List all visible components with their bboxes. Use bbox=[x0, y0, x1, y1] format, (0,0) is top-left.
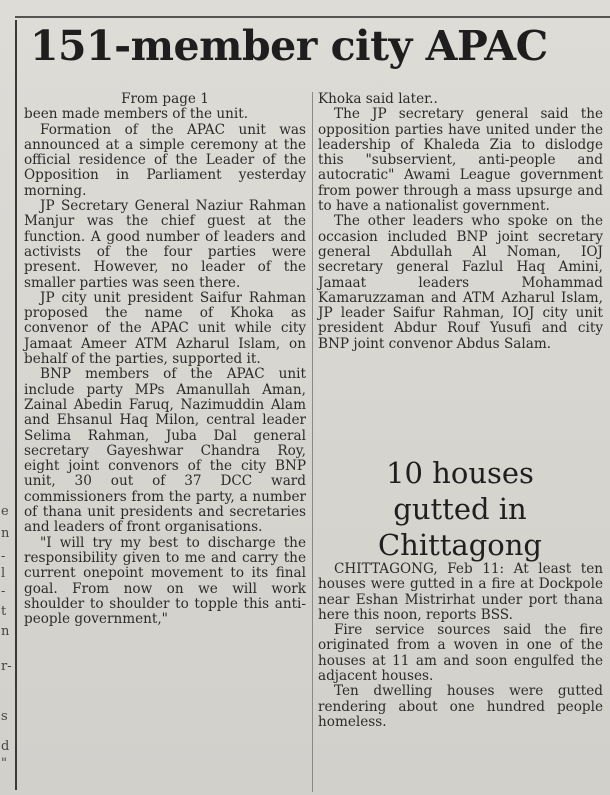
left-article-column bbox=[24, 92, 306, 627]
center-column-rule bbox=[312, 92, 313, 792]
article-paragraph: Fire service sources said the fire originated from a woven in one of the houses at 11 am and soon engulfed the adjacent houses. bbox=[318, 622, 603, 685]
margin-fragment: n bbox=[1, 624, 10, 639]
margin-fragment: s bbox=[1, 709, 8, 724]
left-margin-fragments bbox=[0, 0, 14, 795]
article-paragraph: The JP secretary general said the opposition parties have united under the leadership of Khaleda Zia to dislodge this "subservient, anti-people and autocratic" Awami League government from power through a mass upsurge and to have a nationalist government. bbox=[318, 106, 603, 215]
margin-fragment: " bbox=[1, 756, 7, 771]
margin-fragment: l bbox=[1, 566, 6, 581]
margin-fragment: n bbox=[1, 526, 10, 541]
headline-line: gutted in bbox=[393, 492, 527, 526]
article-paragraph: JP Secretary General Naziur Rahman Manjur was the chief guest at the function. A good number of leaders and activists of the four parties were present. However, no leader of the smaller parties was seen there. bbox=[24, 198, 306, 291]
article-paragraph: Formation of the APAC unit was announced at a simple ceremony at the official residence of the Leader of the Opposition in Parliament yesterday morning. bbox=[24, 121, 306, 199]
headline-line: Chittagong bbox=[377, 528, 542, 562]
article-paragraph: JP city unit president Saifur Rahman proposed the name of Khoka as convenor of the APAC unit while city Jamaat Ameer ATM Azharul Islam, on behalf of the parties, supported it. bbox=[24, 289, 306, 368]
top-rule bbox=[15, 16, 610, 18]
right-article-column bbox=[318, 92, 603, 352]
article-paragraph: The other leaders who spoke on the occasion included BNP joint secretary general Abdullah Al Noman, IOJ secretary general Fazlul Haq Amini, Jamaat leaders Mohammad Kamaruzzaman and ATM Azharul Islam, JP leader Saifur Rahman, IOJ city unit president Abdur Rouf Yusufi and city BNP joint convenor Abdus Salam. bbox=[318, 213, 603, 352]
second-story-body bbox=[318, 562, 603, 730]
margin-fragment: - bbox=[1, 584, 6, 599]
margin-fragment: t bbox=[1, 604, 7, 619]
article-paragraph: Khoka said later.. bbox=[318, 91, 438, 107]
headline-line: 10 houses bbox=[386, 456, 534, 490]
margin-fragment: d bbox=[1, 739, 10, 754]
second-story-headline bbox=[320, 455, 600, 563]
left-column-rule bbox=[15, 20, 17, 790]
article-paragraph: CHITTAGONG, Feb 11: At least ten houses were gutted in a fire at Dockpole near Eshan Mistrirhat under port thana here this noon, reports BSS. bbox=[318, 561, 603, 623]
article-paragraph: "I will try my best to discharge the responsibility given to me and carry the current onepoint movement to its final goal. From now on we will work shoulder to shoulder to topple this anti-people government," bbox=[24, 534, 306, 628]
main-headline: 151-member city APAC bbox=[30, 22, 548, 70]
from-page-label: From page 1 bbox=[121, 91, 209, 107]
margin-fragment: e bbox=[1, 504, 9, 519]
article-paragraph: Ten dwelling houses were gutted rendering about one hundred people homeless. bbox=[318, 683, 603, 730]
article-paragraph: BNP members of the APAC unit include party MPs Amanullah Aman, Zainal Abedin Faruq, Nazimuddin Alam and Ehsanul Haq Milon, central leader Selima Rahman, Juba Dal general secretary Gayeshwar Chandra Roy, eight joint convenors of the city BNP unit, 30 out of 37 DCC ward commissioners from the party, a number of thana unit presidents and secretaries and leaders of front organisations. bbox=[24, 366, 306, 536]
margin-fragment: r- bbox=[1, 659, 12, 674]
article-paragraph: been made members of the unit. bbox=[24, 106, 249, 123]
margin-fragment: - bbox=[1, 549, 6, 564]
